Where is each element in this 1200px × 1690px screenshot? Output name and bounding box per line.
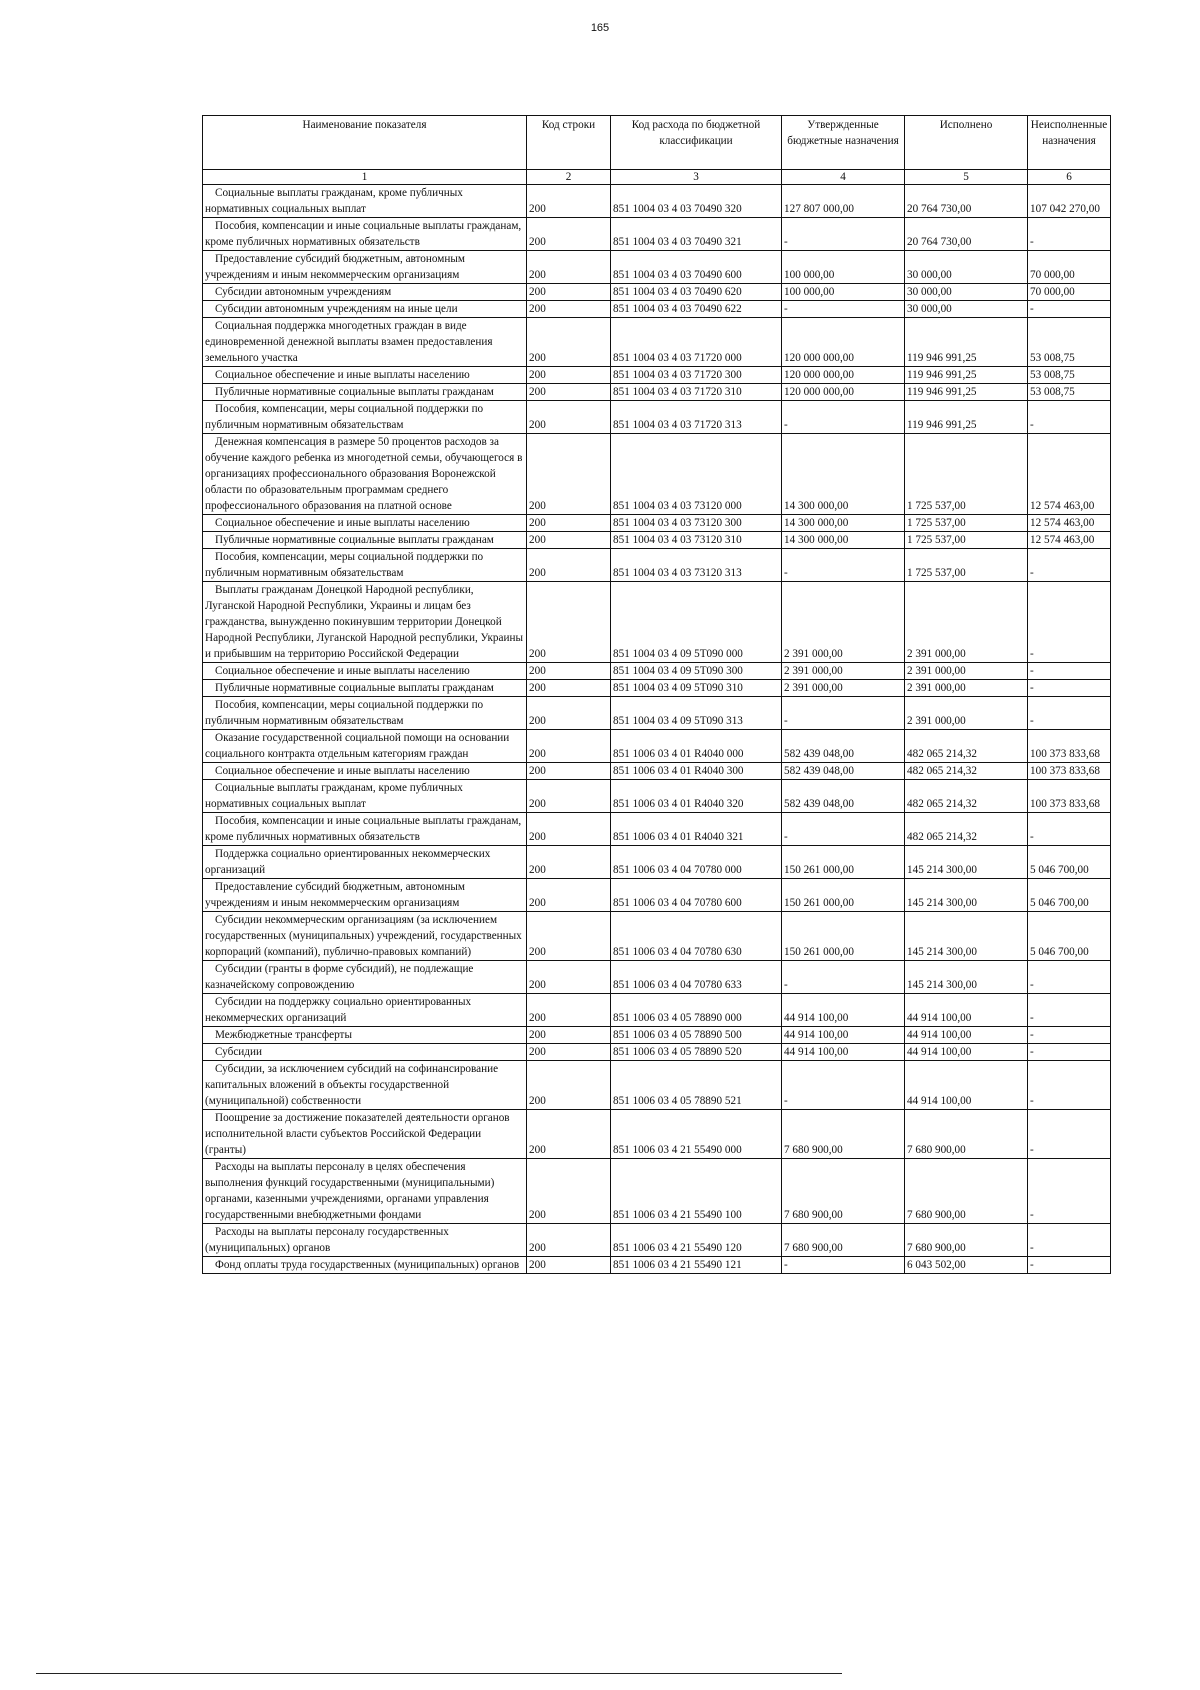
table-row [203,680,1111,697]
row-line-code: 200 [527,1061,611,1110]
row-line-code: 200 [527,1257,611,1274]
row-unexecuted: - [1028,1159,1111,1224]
row-name-text: Пособия, компенсации и иные социальные выплаты гражданам, кроме публичных нормативных обязательств [205,220,522,248]
row-executed: 6 043 502,00 [905,1257,1028,1274]
row-unexecuted: - [1028,663,1111,680]
row-executed: 7 680 900,00 [905,1224,1028,1257]
column-number: 5 [905,170,1028,185]
row-line-code: 200 [527,813,611,846]
row-executed: 2 391 000,00 [905,582,1028,663]
row-executed: 30 000,00 [905,251,1028,284]
row-name [203,680,527,697]
table-row [203,384,1111,401]
row-executed: 2 391 000,00 [905,663,1028,680]
row-budget-code: 851 1004 03 4 09 5Т090 000 [611,582,782,663]
row-name-text: Социальное обеспечение и иные выплаты населению [215,517,470,529]
row-budget-code: 851 1006 03 4 21 55490 100 [611,1159,782,1224]
row-unexecuted: 100 373 833,68 [1028,730,1111,763]
row-unexecuted: 5 046 700,00 [1028,846,1111,879]
row-unexecuted: - [1028,1110,1111,1159]
row-executed: 44 914 100,00 [905,1061,1028,1110]
column-numbers-row [203,170,1111,185]
row-unexecuted: 53 008,75 [1028,367,1111,384]
row-unexecuted: 5 046 700,00 [1028,912,1111,961]
row-approved: 2 391 000,00 [782,582,905,663]
row-budget-code: 851 1006 03 4 21 55490 120 [611,1224,782,1257]
row-name-text: Субсидии автономным учреждениям на иные цели [215,303,458,315]
row-name-text: Выплаты гражданам Донецкой Народной республики, Луганской Народной Республики, Украины и лицам без гражданства, вынужденно покинувшим территории Донецкой Народной Республики, Луганской Народной республики, Украины и прибывшим на территорию Российской Федерации [205,584,523,660]
row-name [203,549,527,582]
row-executed: 44 914 100,00 [905,1027,1028,1044]
row-line-code: 200 [527,434,611,515]
row-approved: - [782,549,905,582]
table-row [203,532,1111,549]
row-line-code: 200 [527,663,611,680]
header-approved: Утвержденные бюджетные назначения [782,116,905,170]
table-row [203,515,1111,532]
row-name [203,318,527,367]
row-executed: 30 000,00 [905,284,1028,301]
table-body [203,185,1111,1274]
row-executed: 482 065 214,32 [905,813,1028,846]
row-executed: 1 725 537,00 [905,549,1028,582]
row-name [203,912,527,961]
row-approved: 14 300 000,00 [782,532,905,549]
row-executed: 2 391 000,00 [905,697,1028,730]
row-line-code: 200 [527,318,611,367]
row-executed: 7 680 900,00 [905,1159,1028,1224]
row-budget-code: 851 1004 03 4 03 73120 300 [611,515,782,532]
row-budget-code: 851 1006 03 4 01 R4040 300 [611,763,782,780]
row-name [203,532,527,549]
row-budget-code: 851 1006 03 4 05 78890 520 [611,1044,782,1061]
row-name-text: Фонд оплаты труда государственных (муниципальных) органов [215,1259,520,1271]
row-line-code: 200 [527,384,611,401]
table-row [203,879,1111,912]
row-name-text: Публичные нормативные социальные выплаты гражданам [215,682,494,694]
row-unexecuted: - [1028,1061,1111,1110]
row-name-text: Субсидии [215,1046,262,1058]
row-name [203,763,527,780]
column-number: 2 [527,170,611,185]
column-number: 6 [1028,170,1111,185]
row-name [203,780,527,813]
row-name-text: Социальная поддержка многодетных граждан в виде единовременной денежной выплаты взамен предоставления земельного участка [205,320,493,364]
row-name [203,1044,527,1061]
row-budget-code: 851 1006 03 4 05 78890 000 [611,994,782,1027]
row-approved: 150 261 000,00 [782,846,905,879]
row-executed: 119 946 991,25 [905,318,1028,367]
row-approved: 7 680 900,00 [782,1224,905,1257]
row-unexecuted: - [1028,301,1111,318]
row-unexecuted: - [1028,813,1111,846]
row-approved: 120 000 000,00 [782,318,905,367]
row-line-code: 200 [527,532,611,549]
row-name [203,251,527,284]
table-row [203,301,1111,318]
table-row [203,1159,1111,1224]
row-line-code: 200 [527,251,611,284]
row-approved: 100 000,00 [782,251,905,284]
row-name-text: Расходы на выплаты персоналу в целях обеспечения выполнения функций государственными (муниципальными) органами, казенными учреждениями, органами управления государственными внебюджетными фондами [205,1161,495,1221]
row-name-text: Расходы на выплаты персоналу государственных (муниципальных) органов [205,1226,449,1254]
row-name [203,284,527,301]
row-budget-code: 851 1004 03 4 03 70490 320 [611,185,782,218]
row-budget-code: 851 1004 03 4 03 70490 622 [611,301,782,318]
row-line-code: 200 [527,301,611,318]
row-budget-code: 851 1004 03 4 03 71720 300 [611,367,782,384]
row-budget-code: 851 1006 03 4 04 70780 633 [611,961,782,994]
column-number: 1 [203,170,527,185]
row-approved: 44 914 100,00 [782,1044,905,1061]
row-unexecuted: - [1028,994,1111,1027]
table-row [203,185,1111,218]
row-name-text: Социальное обеспечение и иные выплаты населению [215,665,470,677]
row-approved: 150 261 000,00 [782,912,905,961]
row-line-code: 200 [527,730,611,763]
row-budget-code: 851 1006 03 4 05 78890 500 [611,1027,782,1044]
row-name [203,994,527,1027]
table-row [203,1027,1111,1044]
row-approved: 2 391 000,00 [782,663,905,680]
row-name-text: Субсидии (гранты в форме субсидий), не подлежащие казначейскому сопровождению [205,963,474,991]
row-name-text: Предоставление субсидий бюджетным, автономным учреждениям и иным некоммерческим организациям [205,881,465,909]
row-line-code: 200 [527,549,611,582]
row-name-text: Субсидии, за исключением субсидий на софинансирование капитальных вложений в объекты государственной (муниципальной) собственности [205,1063,499,1107]
row-approved: 14 300 000,00 [782,434,905,515]
row-name-text: Субсидии некоммерческим организациям (за исключением государственных (муниципальных) учреждений, государственных корпораций (компаний), публично-правовых компаний) [205,914,522,958]
table-row [203,401,1111,434]
row-name [203,185,527,218]
row-name-text: Субсидии на поддержку социально ориентированных некоммерческих организаций [205,996,472,1024]
row-executed: 119 946 991,25 [905,384,1028,401]
row-approved: 582 439 048,00 [782,730,905,763]
row-budget-code: 851 1006 03 4 21 55490 121 [611,1257,782,1274]
row-unexecuted: 70 000,00 [1028,251,1111,284]
row-line-code: 200 [527,912,611,961]
row-unexecuted: - [1028,549,1111,582]
header-line-code: Код строки [527,116,611,170]
row-line-code: 200 [527,1224,611,1257]
row-name-text: Предоставление субсидий бюджетным, автономным учреждениям и иным некоммерческим организациям [205,253,465,281]
row-approved: - [782,1061,905,1110]
row-name [203,301,527,318]
table-row [203,813,1111,846]
table-row [203,1257,1111,1274]
row-name-text: Поощрение за достижение показателей деятельности органов исполнительной власти субъектов Российской Федерации (гранты) [205,1112,510,1156]
row-unexecuted: - [1028,218,1111,251]
page-number: 165 [590,22,610,34]
row-line-code: 200 [527,879,611,912]
budget-execution-table [202,115,1111,1274]
table-row [203,284,1111,301]
row-line-code: 200 [527,994,611,1027]
row-unexecuted: 12 574 463,00 [1028,532,1111,549]
row-executed: 20 764 730,00 [905,218,1028,251]
row-budget-code: 851 1006 03 4 04 70780 000 [611,846,782,879]
row-budget-code: 851 1006 03 4 05 78890 521 [611,1061,782,1110]
row-name [203,730,527,763]
row-unexecuted: 53 008,75 [1028,318,1111,367]
table-header [203,116,1111,185]
row-budget-code: 851 1004 03 4 03 70490 620 [611,284,782,301]
row-line-code: 200 [527,218,611,251]
row-executed: 482 065 214,32 [905,763,1028,780]
row-name-text: Публичные нормативные социальные выплаты гражданам [215,534,494,546]
row-name-text: Социальные выплаты гражданам, кроме публичных нормативных социальных выплат [205,187,463,215]
row-line-code: 200 [527,961,611,994]
row-budget-code: 851 1006 03 4 01 R4040 000 [611,730,782,763]
table-row [203,251,1111,284]
row-approved: - [782,697,905,730]
row-executed: 20 764 730,00 [905,185,1028,218]
table-row [203,218,1111,251]
row-approved: - [782,961,905,994]
row-name [203,697,527,730]
row-executed: 1 725 537,00 [905,532,1028,549]
row-name-text: Пособия, компенсации, меры социальной поддержки по публичным нормативным обязательствам [205,403,484,431]
row-unexecuted: 53 008,75 [1028,384,1111,401]
row-name-text: Публичные нормативные социальные выплаты гражданам [215,386,494,398]
row-name [203,1027,527,1044]
row-executed: 482 065 214,32 [905,730,1028,763]
row-name-text: Социальные выплаты гражданам, кроме публичных нормативных социальных выплат [205,782,463,810]
row-executed: 1 725 537,00 [905,434,1028,515]
table-row [203,1044,1111,1061]
row-budget-code: 851 1004 03 4 09 5Т090 310 [611,680,782,697]
row-budget-code: 851 1006 03 4 21 55490 000 [611,1110,782,1159]
row-approved: 582 439 048,00 [782,780,905,813]
row-name [203,582,527,663]
row-approved: 582 439 048,00 [782,763,905,780]
row-unexecuted: 100 373 833,68 [1028,780,1111,813]
row-line-code: 200 [527,1159,611,1224]
row-line-code: 200 [527,1044,611,1061]
row-line-code: 200 [527,185,611,218]
row-budget-code: 851 1004 03 4 03 71720 000 [611,318,782,367]
row-executed: 145 214 300,00 [905,912,1028,961]
row-executed: 44 914 100,00 [905,994,1028,1027]
row-approved: 14 300 000,00 [782,515,905,532]
row-executed: 119 946 991,25 [905,367,1028,384]
row-name [203,813,527,846]
row-name [203,367,527,384]
table-row [203,663,1111,680]
row-budget-code: 851 1004 03 4 03 71720 313 [611,401,782,434]
row-approved: - [782,813,905,846]
row-name-text: Межбюджетные трансферты [215,1029,352,1041]
row-line-code: 200 [527,401,611,434]
bottom-rule [36,1673,842,1674]
row-budget-code: 851 1006 03 4 04 70780 630 [611,912,782,961]
row-line-code: 200 [527,780,611,813]
table-row [203,582,1111,663]
row-unexecuted: - [1028,680,1111,697]
row-unexecuted: - [1028,697,1111,730]
header-executed: Исполнено [905,116,1028,170]
row-name-text: Пособия, компенсации и иные социальные выплаты гражданам, кроме публичных нормативных обязательств [205,815,522,843]
row-name-text: Социальное обеспечение и иные выплаты населению [215,369,470,381]
row-executed: 30 000,00 [905,301,1028,318]
row-line-code: 200 [527,697,611,730]
column-number: 3 [611,170,782,185]
column-number: 4 [782,170,905,185]
row-unexecuted: - [1028,401,1111,434]
row-executed: 145 214 300,00 [905,846,1028,879]
row-approved: 100 000,00 [782,284,905,301]
table-row [203,318,1111,367]
table-row [203,1110,1111,1159]
row-approved: - [782,218,905,251]
row-name [203,1257,527,1274]
row-name [203,663,527,680]
table-row [203,549,1111,582]
row-budget-code: 851 1006 03 4 04 70780 600 [611,879,782,912]
row-name [203,218,527,251]
row-name [203,1110,527,1159]
row-approved: 127 807 000,00 [782,185,905,218]
row-name [203,515,527,532]
row-line-code: 200 [527,515,611,532]
row-name [203,1159,527,1224]
row-unexecuted: - [1028,1027,1111,1044]
row-name-text: Поддержка социально ориентированных некоммерческих организаций [205,848,491,876]
row-name [203,384,527,401]
row-approved: 7 680 900,00 [782,1159,905,1224]
row-name-text: Субсидии автономным учреждениям [215,286,392,298]
row-budget-code: 851 1006 03 4 01 R4040 320 [611,780,782,813]
table-row [203,763,1111,780]
row-unexecuted: 100 373 833,68 [1028,763,1111,780]
row-budget-code: 851 1004 03 4 03 73120 313 [611,549,782,582]
row-name-text: Пособия, компенсации, меры социальной поддержки по публичным нормативным обязательствам [205,551,484,579]
row-approved: - [782,1257,905,1274]
table-row [203,434,1111,515]
row-unexecuted: - [1028,1044,1111,1061]
row-unexecuted: 70 000,00 [1028,284,1111,301]
row-budget-code: 851 1006 03 4 01 R4040 321 [611,813,782,846]
row-budget-code: 851 1004 03 4 03 70490 600 [611,251,782,284]
row-name-text: Социальное обеспечение и иные выплаты населению [215,765,470,777]
table-row [203,730,1111,763]
row-unexecuted: - [1028,1257,1111,1274]
table-row [203,912,1111,961]
row-approved: - [782,401,905,434]
row-executed: 2 391 000,00 [905,680,1028,697]
row-unexecuted: - [1028,961,1111,994]
table-row [203,961,1111,994]
row-approved: 120 000 000,00 [782,384,905,401]
row-approved: 44 914 100,00 [782,1027,905,1044]
row-line-code: 200 [527,680,611,697]
row-line-code: 200 [527,582,611,663]
row-name [203,1061,527,1110]
row-line-code: 200 [527,1110,611,1159]
row-approved: 7 680 900,00 [782,1110,905,1159]
row-name [203,401,527,434]
table-row [203,1061,1111,1110]
row-budget-code: 851 1004 03 4 03 73120 310 [611,532,782,549]
row-name [203,879,527,912]
row-name [203,1224,527,1257]
row-unexecuted: - [1028,582,1111,663]
row-name [203,434,527,515]
row-executed: 145 214 300,00 [905,879,1028,912]
row-approved: 2 391 000,00 [782,680,905,697]
row-budget-code: 851 1004 03 4 09 5Т090 313 [611,697,782,730]
row-line-code: 200 [527,1027,611,1044]
row-executed: 7 680 900,00 [905,1110,1028,1159]
table-row [203,994,1111,1027]
row-unexecuted: - [1028,1224,1111,1257]
row-unexecuted: 12 574 463,00 [1028,515,1111,532]
row-executed: 119 946 991,25 [905,401,1028,434]
row-executed: 1 725 537,00 [905,515,1028,532]
row-executed: 44 914 100,00 [905,1044,1028,1061]
row-line-code: 200 [527,846,611,879]
row-budget-code: 851 1004 03 4 03 71720 310 [611,384,782,401]
row-approved: 120 000 000,00 [782,367,905,384]
row-budget-code: 851 1004 03 4 09 5Т090 300 [611,663,782,680]
row-approved: 150 261 000,00 [782,879,905,912]
row-unexecuted: 12 574 463,00 [1028,434,1111,515]
header-budget-code: Код расхода по бюджетной классификации [611,116,782,170]
header-name: Наименование показателя [203,116,527,170]
table-row [203,780,1111,813]
row-name-text: Оказание государственной социальной помощи на основании социального контракта отдельным категориям граждан [205,732,510,760]
row-unexecuted: 5 046 700,00 [1028,879,1111,912]
row-unexecuted: 107 042 270,00 [1028,185,1111,218]
row-executed: 482 065 214,32 [905,780,1028,813]
row-name [203,846,527,879]
row-line-code: 200 [527,763,611,780]
table-row [203,1224,1111,1257]
row-line-code: 200 [527,367,611,384]
header-unexecuted: Неисполненные назначения [1028,116,1111,170]
row-name [203,961,527,994]
table-row [203,697,1111,730]
row-executed: 145 214 300,00 [905,961,1028,994]
row-budget-code: 851 1004 03 4 03 70490 321 [611,218,782,251]
table-row [203,367,1111,384]
row-approved: 44 914 100,00 [782,994,905,1027]
table-row [203,846,1111,879]
row-approved: - [782,301,905,318]
row-name-text: Денежная компенсация в размере 50 процентов расходов за обучение каждого ребенка из многодетной семьи, обучающегося в организациях профессионального образования Воронежской области по образовательным программам среднего профессионального образования на платной основе [205,436,523,512]
row-line-code: 200 [527,284,611,301]
row-name-text: Пособия, компенсации, меры социальной поддержки по публичным нормативным обязательствам [205,699,484,727]
row-budget-code: 851 1004 03 4 03 73120 000 [611,434,782,515]
